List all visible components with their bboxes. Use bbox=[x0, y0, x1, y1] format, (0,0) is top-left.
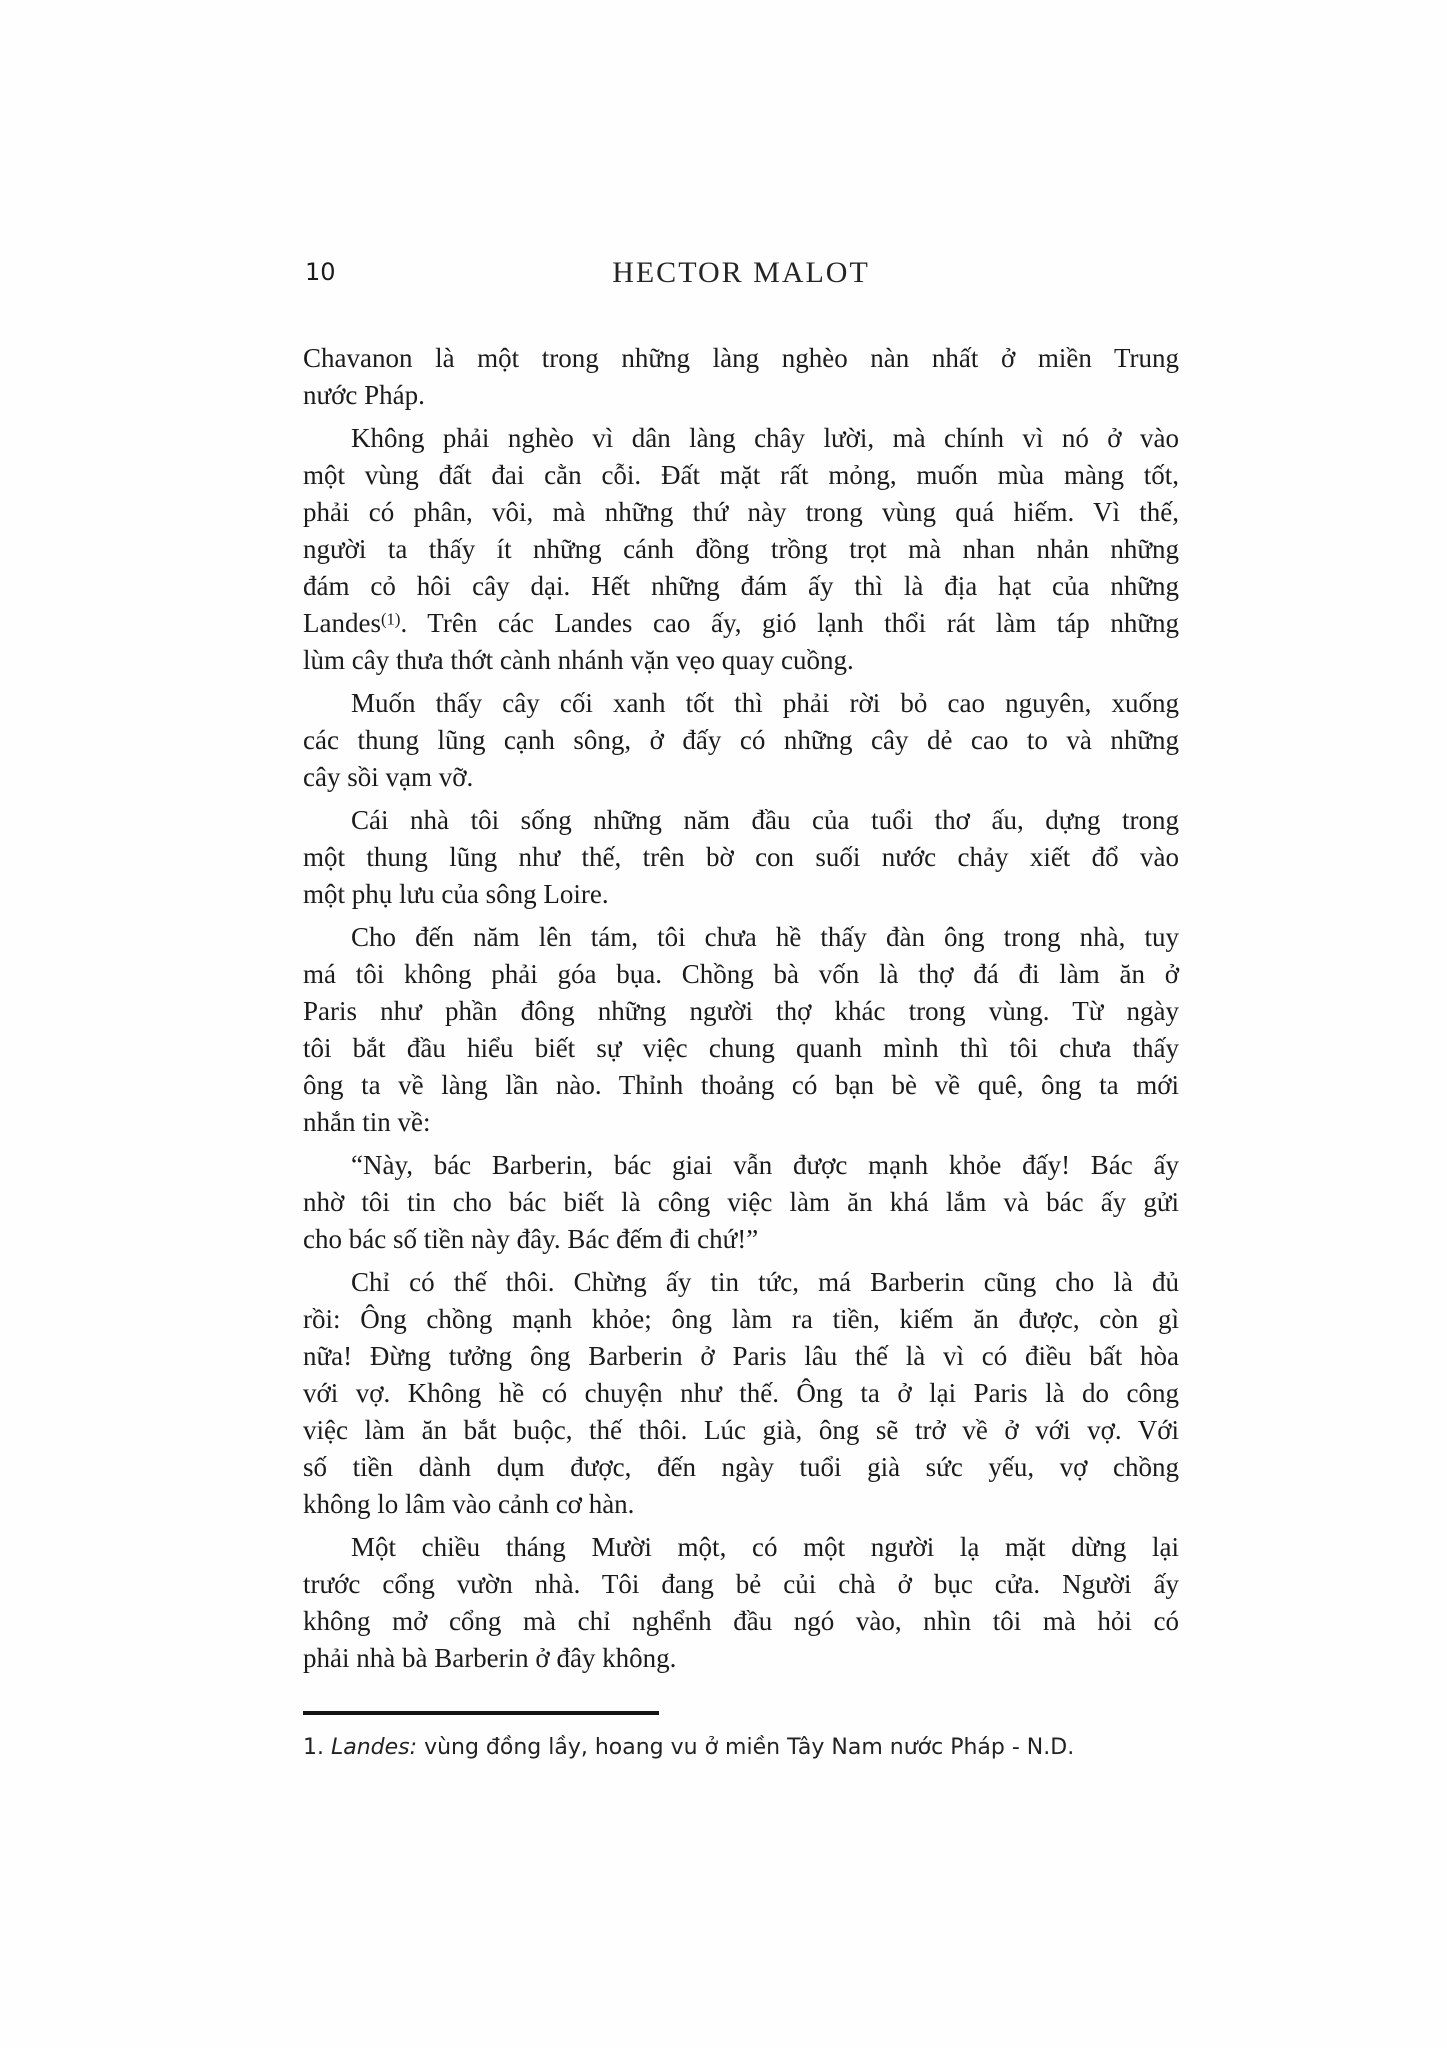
text-line: trước cổng vườn nhà. Tôi đang bẻ củi chà ở bục cửa. Người ấy bbox=[303, 1569, 1179, 1599]
text-line: Landes$^{(1)}$. Trên các Landes cao ấy, gió lạnh thổi rát làm táp những bbox=[303, 608, 1179, 638]
text-line: một vùng đất đai cằn cỗi. Đất mặt rất mỏng, muốn mùa màng tốt, bbox=[303, 460, 1179, 490]
text-line: má tôi không phải góa bụa. Chồng bà vốn là thợ đá đi làm ăn ở bbox=[303, 959, 1179, 989]
text-line: một phụ lưu của sông Loire. bbox=[303, 879, 609, 909]
footnote-term: Landes: bbox=[331, 1735, 418, 1760]
text-line: nữa! Đừng tưởng ông Barberin ở Paris lâu thế là vì có điều bất hòa bbox=[303, 1341, 1179, 1371]
body-text bbox=[303, 340, 1179, 1677]
paragraph bbox=[303, 802, 1179, 913]
paragraph bbox=[303, 1529, 1179, 1677]
text-line: nhắn tin về: bbox=[303, 1107, 431, 1137]
text-line: Không phải nghèo vì dân làng chây lười, mà chính vì nó ở vào bbox=[351, 423, 1179, 453]
paragraph bbox=[303, 919, 1179, 1141]
footnote-separator-rule bbox=[303, 1711, 659, 1715]
paragraph bbox=[303, 1264, 1179, 1523]
page-number: 10 bbox=[305, 258, 336, 286]
text-line: lùm cây thưa thớt cành nhánh vặn vẹo quay cuồng. bbox=[303, 645, 854, 675]
text-line: nhờ tôi tin cho bác biết là công việc làm ăn khá lắm và bác ấy gửi bbox=[303, 1187, 1179, 1217]
text-line: Chỉ có thế thôi. Chừng ấy tin tức, má Barberin cũng cho là đủ bbox=[351, 1267, 1179, 1297]
text-line: việc làm ăn bắt buộc, thế thôi. Lúc già, ông sẽ trở về ở với vợ. Với bbox=[303, 1415, 1179, 1445]
text-line: rồi: Ông chồng mạnh khỏe; ông làm ra tiền, kiếm ăn được, còn gì bbox=[303, 1304, 1179, 1334]
text-line: người ta thấy ít những cánh đồng trồng trọt mà nhan nhản những bbox=[303, 534, 1179, 564]
footnote-text: vùng đồng lầy, hoang vu ở miền Tây Nam nước Pháp - N.D. bbox=[424, 1735, 1075, 1760]
text-line: không lo lâm vào cảnh cơ hàn. bbox=[303, 1489, 635, 1519]
text-line: với vợ. Không hề có chuyện như thế. Ông ta ở lại Paris là do công bbox=[303, 1378, 1179, 1408]
footnote bbox=[303, 1733, 1263, 1763]
text-line: một thung lũng như thế, trên bờ con suối nước chảy xiết đổ vào bbox=[303, 842, 1179, 872]
paragraph bbox=[303, 420, 1179, 679]
text-line: Một chiều tháng Mười một, có một người lạ mặt dừng lại bbox=[351, 1532, 1179, 1562]
footnote-marker: 1. bbox=[303, 1735, 324, 1760]
text-line: đám cỏ hôi cây dại. Hết những đám ấy thì là địa hạt của những bbox=[303, 571, 1179, 601]
paragraph bbox=[303, 1147, 1179, 1258]
text-line: Cái nhà tôi sống những năm đầu của tuổi thơ ấu, dựng trong bbox=[351, 805, 1179, 835]
text-line: Muốn thấy cây cối xanh tốt thì phải rời bỏ cao nguyên, xuống bbox=[351, 688, 1179, 718]
text-line: ông ta về làng lần nào. Thỉnh thoảng có bạn bè về quê, ông ta mới bbox=[303, 1070, 1179, 1100]
running-header bbox=[303, 256, 1179, 292]
text-line: Chavanon là một trong những làng nghèo nàn nhất ở miền Trung bbox=[303, 343, 1179, 373]
paragraph bbox=[303, 340, 1179, 414]
paragraph bbox=[303, 685, 1179, 796]
running-header-title: HECTOR MALOT bbox=[612, 256, 870, 289]
text-line: phải có phân, vôi, mà những thứ này trong vùng quá hiếm. Vì thế, bbox=[303, 497, 1179, 527]
text-line: nước Pháp. bbox=[303, 380, 425, 410]
footnote-reference: (1) bbox=[380, 609, 401, 629]
text-line: “Này, bác Barberin, bác giai vẫn được mạnh khỏe đấy! Bác ấy bbox=[351, 1150, 1179, 1180]
text-line: không mở cổng mà chỉ nghểnh đầu ngó vào, nhìn tôi mà hỏi có bbox=[303, 1606, 1179, 1636]
text-line: cho bác số tiền này đây. Bác đếm đi chứ!” bbox=[303, 1224, 759, 1254]
text-line: các thung lũng cạnh sông, ở đấy có những cây dẻ cao to và những bbox=[303, 725, 1179, 755]
text-line: tôi bắt đầu hiểu biết sự việc chung quanh mình thì tôi chưa thấy bbox=[303, 1033, 1179, 1063]
text-line: Paris như phần đông những người thợ khác trong vùng. Từ ngày bbox=[303, 996, 1179, 1026]
text-line: số tiền dành dụm được, đến ngày tuổi già sức yếu, vợ chồng bbox=[303, 1452, 1179, 1482]
text-line: cây sồi vạm vỡ. bbox=[303, 762, 474, 792]
text-line: Cho đến năm lên tám, tôi chưa hề thấy đàn ông trong nhà, tuy bbox=[351, 922, 1179, 952]
text-line: phải nhà bà Barberin ở đây không. bbox=[303, 1643, 677, 1673]
